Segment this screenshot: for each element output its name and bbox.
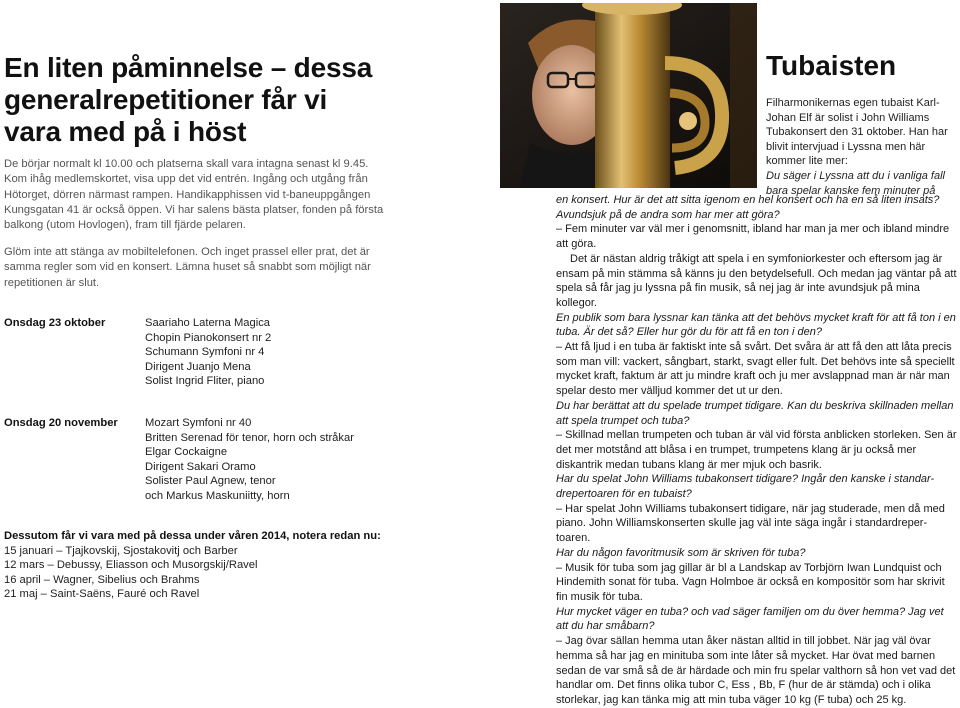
intro-line: De börjar normalt kl 10.00 och platserna skall vara intagna senast kl 9.45. [4, 158, 369, 170]
program-line: Dirigent Juanjo Mena [145, 360, 251, 373]
interview-question: en konsert. Hur är det att sitta igenom en hel konsert och ha en så liten insats? Avundsjuk på de andra som har mer att göra? [556, 194, 940, 221]
intro-line: Johan Elf är solist i John Williams [766, 111, 930, 124]
title-line: En liten påminnelse – dessa [4, 52, 373, 83]
interview-title: Tubaisten [766, 50, 897, 81]
program-line: och Markus Maskuniitty, horn [145, 489, 290, 502]
intro-paragraph [4, 157, 389, 233]
program-line: Elgar Cockaigne [145, 446, 228, 459]
event-date: Onsdag 20 november [4, 417, 118, 429]
program-line: Mozart Symfoni nr 40 [145, 417, 252, 429]
interview-answer: Det är nästan aldrig tråkigt att spela i en symfoniorkester och eftersom jag är ensam på min stämma så känns ju den betydelsefull. Och medan jag väntar på att spela så får jag ju lyssna på fin musik, så nej jag är inte avundsjuk på mina kollegor. [556, 252, 957, 309]
interview-body [556, 193, 958, 708]
title-line: generalrepetitioner får vi [4, 84, 328, 115]
interview-answer: – Skillnad mellan trumpeten och tuban är väl vid första anblicken storleken. Sen är det mer motstånd att blåsa i en trumpet, trumpetens klang är ju också mer diskantrik medan tubans klang är mer mjuk och basrik. [556, 429, 957, 471]
intro-line: Hötorget, dörren närmast rampen. Handikapphissen vid t-baneuppgången [4, 188, 371, 201]
spring-item: 16 april – Wagner, Sibelius och Brahms [4, 573, 200, 586]
intro-line: balkong (utom Hovlogen), fram till fjärde pelaren. [4, 219, 246, 232]
spring-item: 21 maj – Saint-Saëns, Fauré och Ravel [4, 588, 200, 601]
tuba-player-photo [500, 3, 757, 188]
interview-question: En publik som bara lyssnar kan tänka att det behövs mycket kraft för att få ton i en tuba. Är det så? Eller hur gör du för att få en ton i den? [556, 311, 956, 339]
intro-line: kommer lite mer: [766, 155, 848, 168]
spring-item: 12 mars – Debussy, Eliasson och Musorgskij/Ravel [4, 559, 258, 572]
intro-line: blivit intervjuad i Lyssna men här [766, 140, 926, 153]
spring-heading: Dessutom får vi vara med på dessa under våren 2014, notera redan nu: [4, 530, 381, 542]
event-program [145, 416, 415, 504]
interview-answer: – Har spelat John Williams tubakonsert tidigare, när jag studerade, men då med piano. John Williamskonserten skulle jag väl inte säga ingår i standardreper-toaren. [556, 502, 945, 545]
program-line: Saariaho Laterna Magica [145, 317, 271, 329]
question-line: bara spelar kanske fem minuter på [766, 184, 936, 197]
reminder-line: Glöm inte att stänga av mobiltelefonen. Och inget prassel eller prat, det är [4, 246, 370, 258]
program-line: Solist Ingrid Fliter, piano [145, 375, 265, 388]
intro-line: Tubakonsert den 31 oktober. Han har [766, 126, 948, 139]
program-line: Schumann Symfoni nr 4 [145, 346, 265, 359]
reminder-line: repetitionen är slut. [4, 276, 100, 289]
event-date: Onsdag 23 oktober [4, 317, 106, 329]
spring-item: 15 januari – Tjajkovskij, Sjostakovitj och Barber [4, 544, 238, 557]
interview-answer: – Musik för tuba som jag gillar är bl a Landskap av Torbjörn Iwan Lundquist och Hindemith sonat för tuba. Vagn Holmboe är också en kompositör som har skrivit fin musik för tuba. [556, 561, 945, 603]
spring-schedule [4, 529, 424, 602]
question-line: Du säger i Lyssna att du i vanliga fall [766, 169, 945, 182]
interview-intro [766, 96, 958, 198]
interview-answer: – Fem minuter var väl mer i genomsnitt, ibland har man ja mer och ibland mindre att göra. [556, 223, 950, 251]
interview-answer: – Jag övar sällan hemma utan åker nästan alltid in till jobbet. När jag väl övar hemma så har jag en minituba som inte låter så mycket. Har övat med barnen sedan de var små så de är härdade och min fru spelar valthorn så hon vet vad det handlar om. Det finns olika tubor C, Ess , Bb, F (hur de är stämda) och i olika storlekar, jag kan tänka mig att min tuba väger 10 kg (F tuba) och 25 kg. [556, 635, 956, 706]
interview-question: Hur mycket väger en tuba? och vad säger familjen om du över hemma? Jag vet att du har småbarn? [556, 605, 944, 633]
interview-answer: – Att få ljud i en tuba är faktiskt inte så svårt. Det svåra är att få den att låta precis som man vill: vackert, sångbart, starkt, svagt eller fult. Det behövs inte så speciellt mycket kraft, faktum är att ju mindre kraft och ju mer avslappnad man är när man spelar desto mer välljud kommer det ut ur den. [556, 341, 955, 398]
program-line: Dirigent Sakari Oramo [145, 460, 256, 473]
program-line: Britten Serenad för tenor, horn och stråkar [145, 431, 354, 444]
reminder-line: samma regler som vid en konsert. Lämna huset så snabbt som möjligt när [4, 261, 371, 274]
article-title [4, 52, 444, 148]
event-nov-20 [4, 416, 424, 506]
interview-question: Du har berättat att du spelade trumpet tidigare. Kan du beskriva skillnaden mellan att spela trumpet och tuba? [556, 399, 954, 427]
intro-line: Filharmonikernas egen tubaist Karl- [766, 97, 940, 109]
intro-line: Kom ihåg medlemskortet, visa upp det vid entrén. Ingång och utgång från [4, 173, 368, 186]
title-line: vara med på i höst [4, 116, 247, 147]
event-oct-23 [4, 316, 424, 391]
interview-question: Har du någon favoritmusik som är skriven för tuba? [556, 546, 806, 559]
intro-line: Kungsgatan 41 är också öppen. Vi har salens bästa platser, fonden på första [4, 203, 384, 216]
reminder-paragraph [4, 245, 389, 291]
program-line: Chopin Pianokonsert nr 2 [145, 331, 272, 344]
interview-question: Har du spelat John Williams tubakonsert tidigare? Ingår den kanske i standar-drepertoaren för en tubaist? [556, 473, 935, 501]
program-line: Solister Paul Agnew, tenor [145, 475, 276, 488]
event-program [145, 316, 415, 389]
